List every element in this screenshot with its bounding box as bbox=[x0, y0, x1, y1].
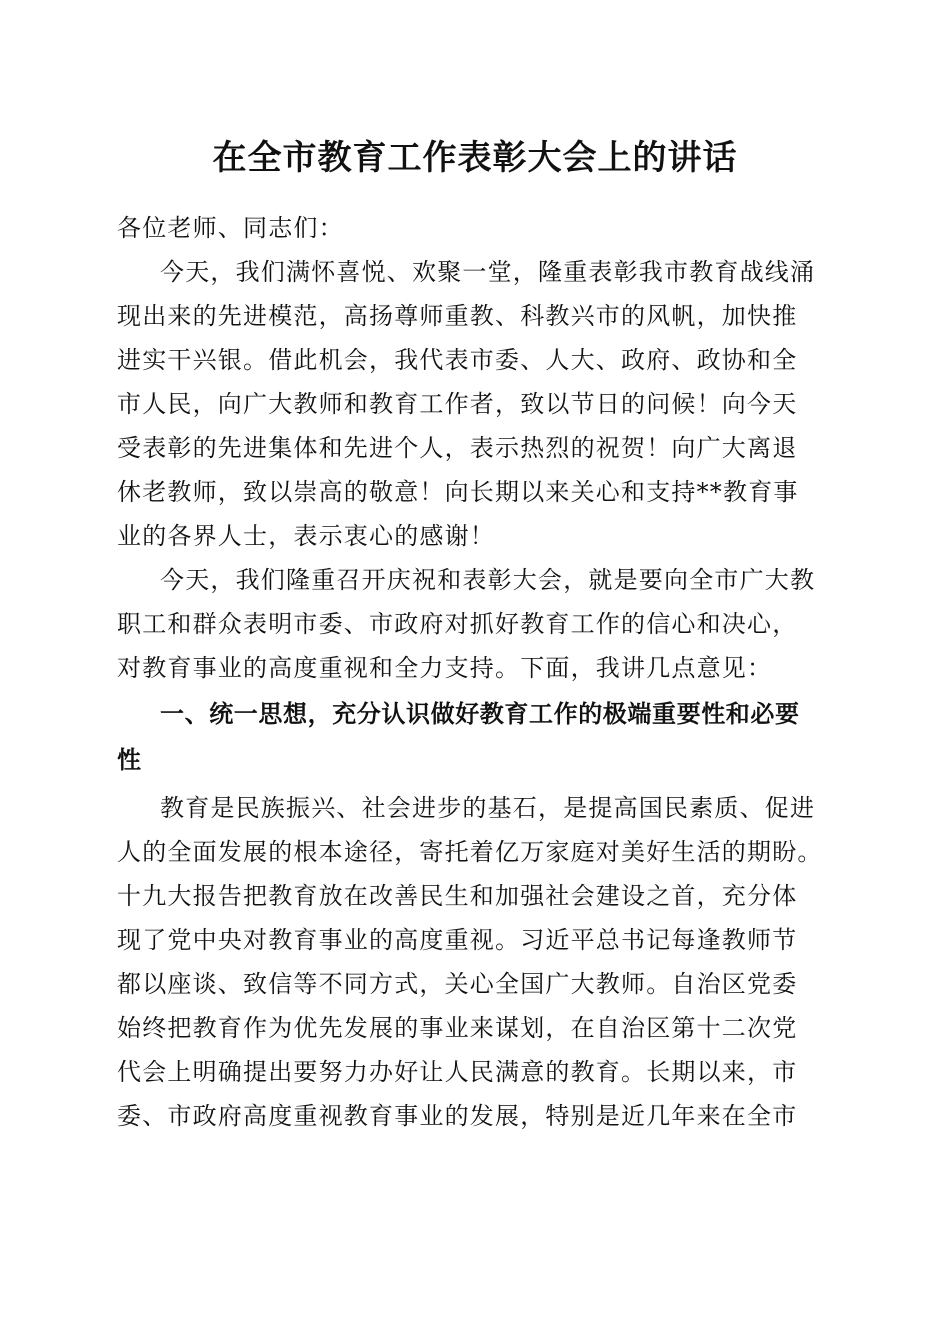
paragraph-line: 委、市政府高度重视教育事业的发展，特别是近几年来在全市 bbox=[117, 1102, 798, 1130]
paragraph-line: 人的全面发展的根本途径，寄托着亿万家庭对美好生活的期盼。 bbox=[117, 838, 823, 866]
paragraph-line: 现出来的先进模范，高扬尊师重教、科教兴市的风帆，加快推 bbox=[117, 302, 798, 330]
section-heading-continued: 性 bbox=[117, 746, 142, 774]
paragraph-line: 对教育事业的高度重视和全力支持。下面，我讲几点意见： bbox=[117, 654, 773, 682]
paragraph-line: 休老教师，致以崇高的敬意！向长期以来关心和支持**教育事 bbox=[117, 478, 799, 506]
paragraph-line: 始终把教育作为优先发展的事业来谋划，在自治区第十二次党 bbox=[117, 1014, 798, 1042]
section-heading: 一、统一思想，充分认识做好教育工作的极端重要性和必要 bbox=[160, 700, 800, 728]
paragraph-line: 代会上明确提出要努力办好让人民满意的教育。长期以来，市 bbox=[117, 1058, 798, 1086]
paragraph-line: 市人民，向广大教师和教育工作者，致以节日的问候！向今天 bbox=[117, 390, 798, 418]
paragraph-line: 教育是民族振兴、社会进步的基石，是提高国民素质、促进 bbox=[160, 794, 816, 822]
document-title: 在全市教育工作表彰大会上的讲话 bbox=[212, 138, 738, 178]
paragraph-line: 十九大报告把教育放在改善民生和加强社会建设之首，充分体 bbox=[117, 882, 798, 910]
salutation: 各位老师、同志们： bbox=[117, 214, 344, 242]
paragraph-line: 进实干兴银。借此机会，我代表市委、人大、政府、政协和全 bbox=[117, 346, 798, 374]
paragraph-line: 业的各界人士，表示衷心的感谢！ bbox=[117, 522, 495, 550]
paragraph-line: 今天，我们隆重召开庆祝和表彰大会，就是要向全市广大教 bbox=[160, 566, 816, 594]
paragraph-line: 今天，我们满怀喜悦、欢聚一堂，隆重表彰我市教育战线涌 bbox=[160, 258, 816, 286]
paragraph-line: 受表彰的先进集体和先进个人，表示热烈的祝贺！向广大离退 bbox=[117, 434, 798, 462]
paragraph-line: 职工和群众表明市委、市政府对抓好教育工作的信心和决心， bbox=[117, 610, 798, 638]
paragraph-line: 现了党中央对教育事业的高度重视。习近平总书记每逢教师节 bbox=[117, 926, 798, 954]
paragraph-line: 都以座谈、致信等不同方式，关心全国广大教师。自治区党委 bbox=[117, 970, 798, 998]
